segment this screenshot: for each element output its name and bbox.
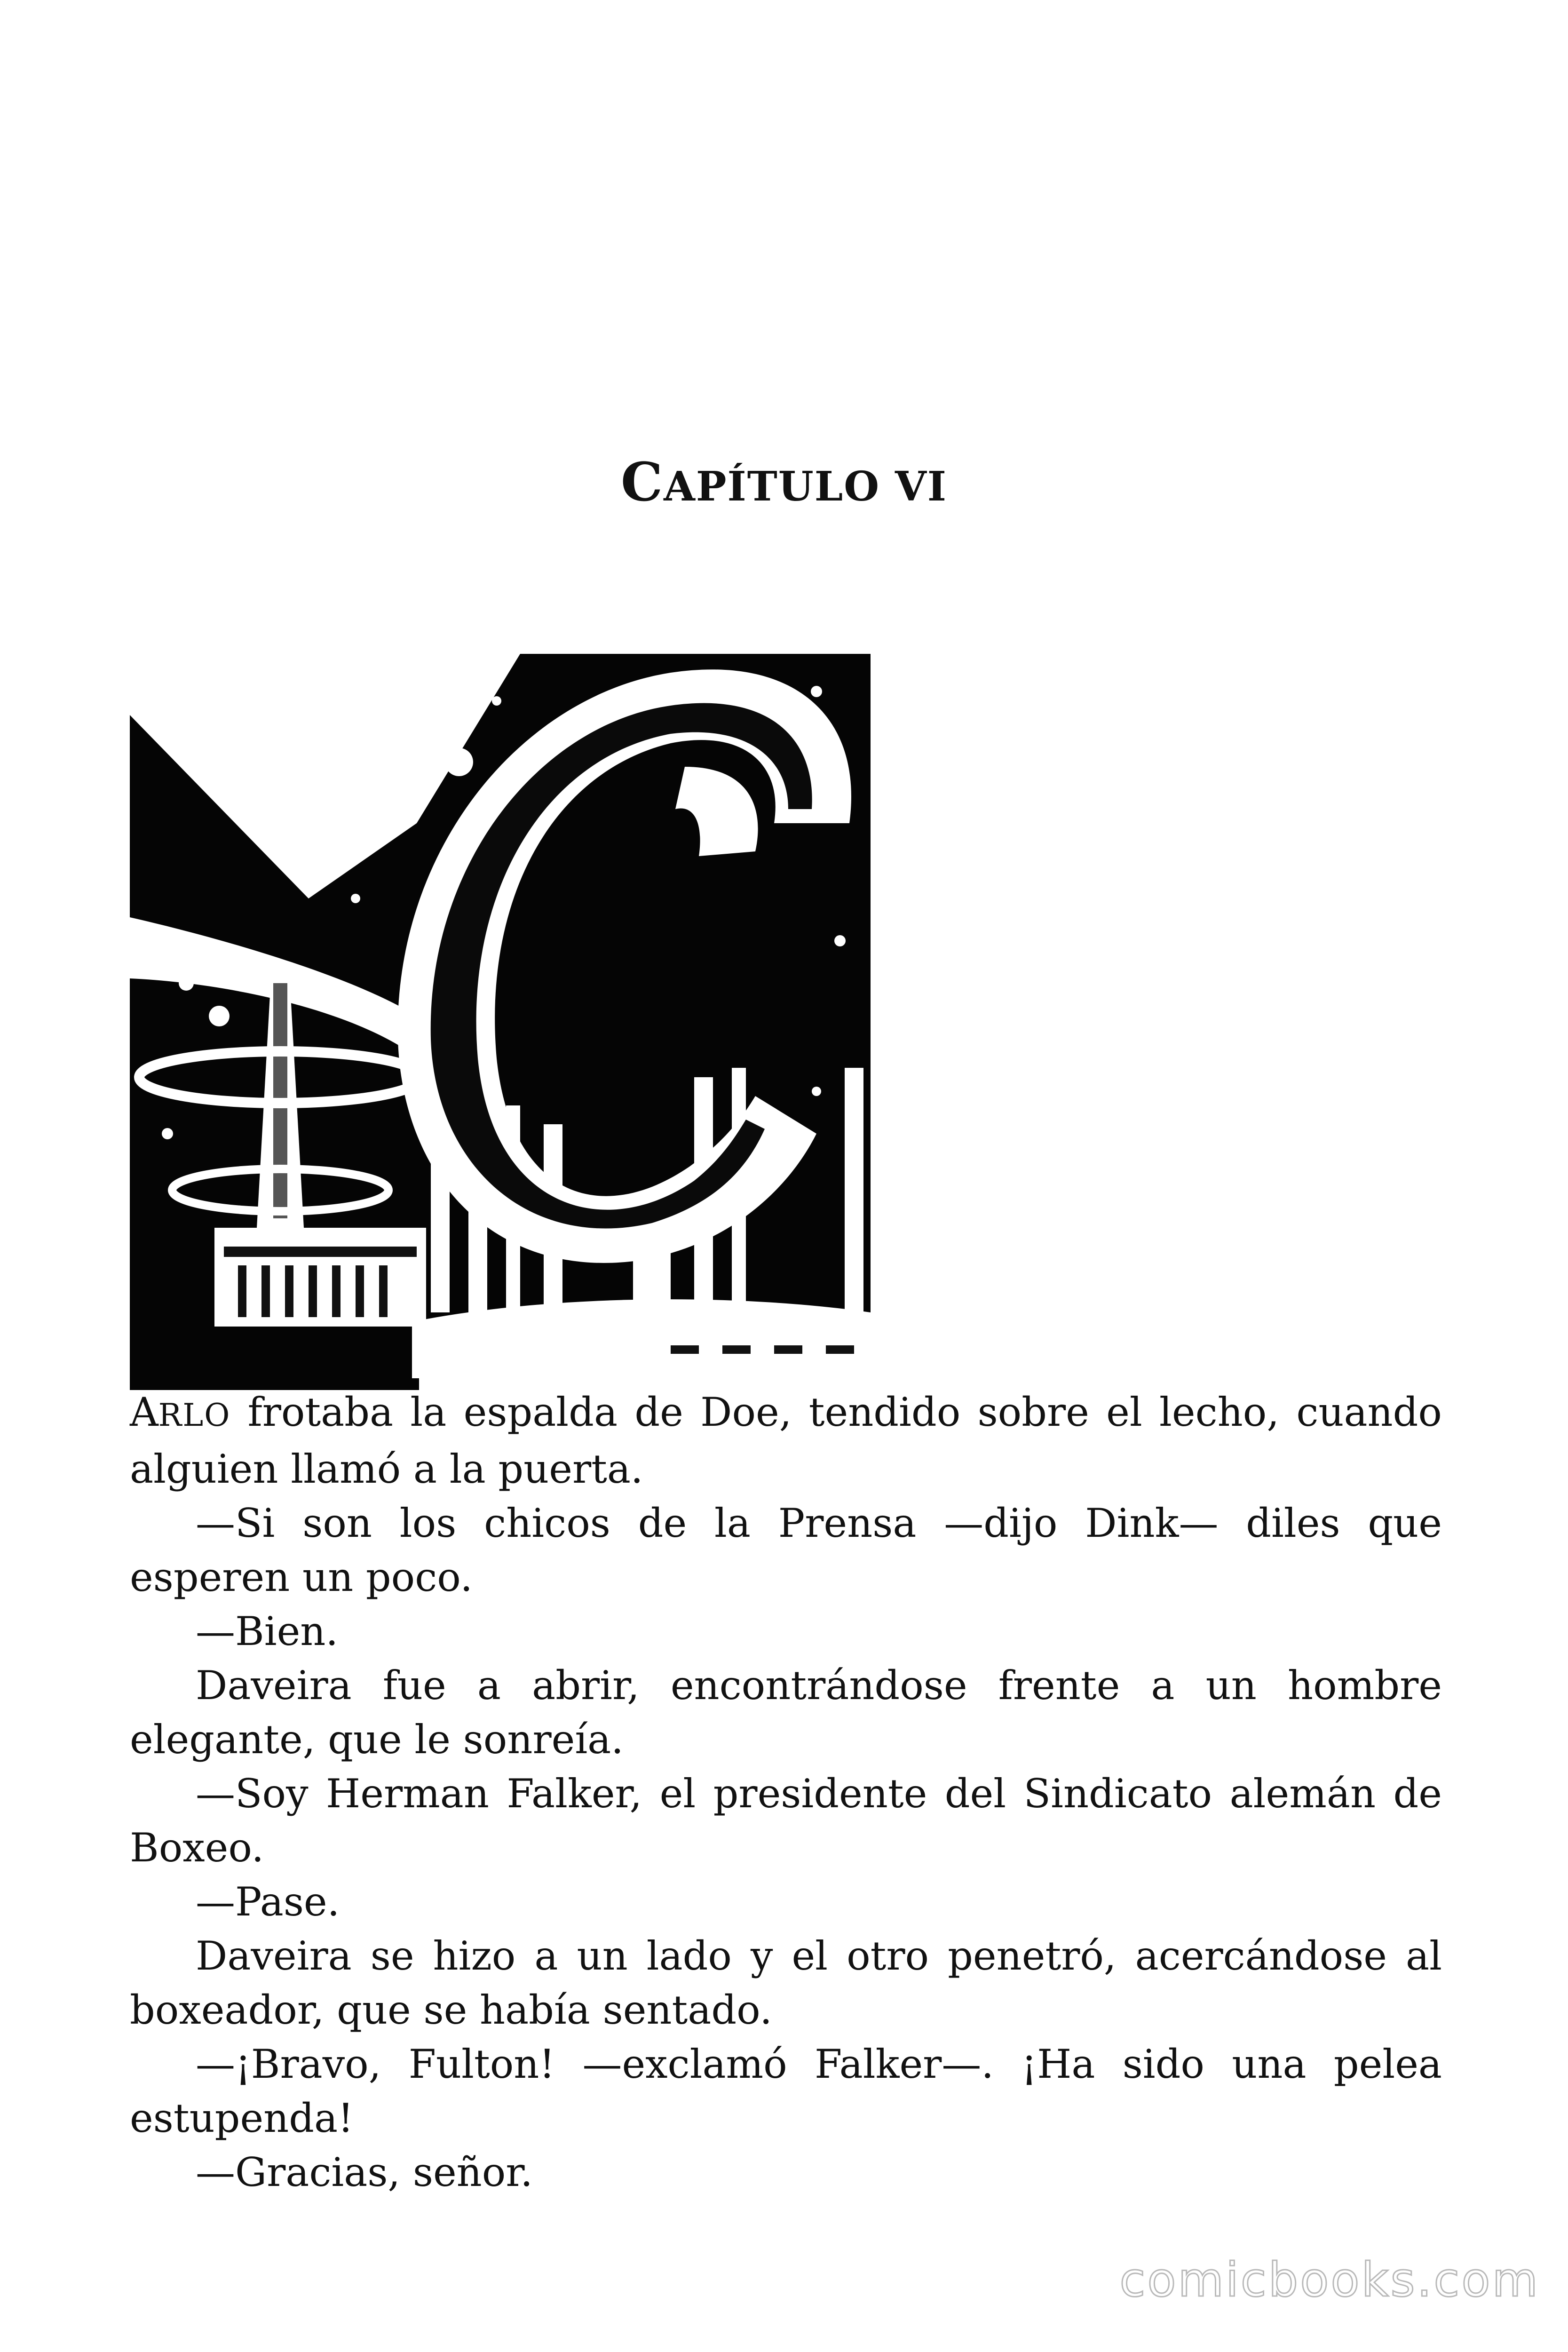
chapter-title (0, 452, 1568, 513)
paragraph: —¡Bravo, Fulton! —exclamó Falker—. ¡Ha sido una pelea estupenda! (130, 2041, 1442, 2141)
chapter-title-rest: APÍTULO VI (664, 463, 948, 510)
opening-initial: A (130, 1389, 158, 1435)
paragraph: —Soy Herman Falker, el presidente del Sindicato alemán de Boxeo. (130, 1771, 1442, 1871)
watermark-logo: comicbooks.com (1119, 2252, 1540, 2307)
paragraph: —Pase. (196, 1879, 340, 1925)
drop-cap-c-icon (130, 654, 871, 1390)
paragraph: —Bien. (196, 1608, 339, 1654)
chapter-title-initial: C (620, 452, 664, 513)
opening-rest: frotaba la espalda de Doe, tendido sobre el lecho, cuando alguien llamó a la puerta. (130, 1389, 1442, 1492)
opening-smallcaps: RLO (158, 1397, 231, 1433)
paragraph: Daveira fue a abrir, encontrándose frente a un hombre elegante, que le sonreía. (130, 1662, 1442, 1763)
paragraph: —Si son los chicos de la Prensa —dijo Dink— diles que esperen un poco. (130, 1500, 1442, 1600)
chapter-body (130, 1385, 1442, 2200)
drop-cap-illustration (130, 654, 871, 1390)
paragraph: Daveira se hizo a un lado y el otro penetró, acercándose al boxeador, que se había sentado. (130, 1933, 1442, 2033)
opening-paragraph (130, 1385, 1442, 1496)
paragraph: —Gracias, señor. (196, 2149, 533, 2195)
